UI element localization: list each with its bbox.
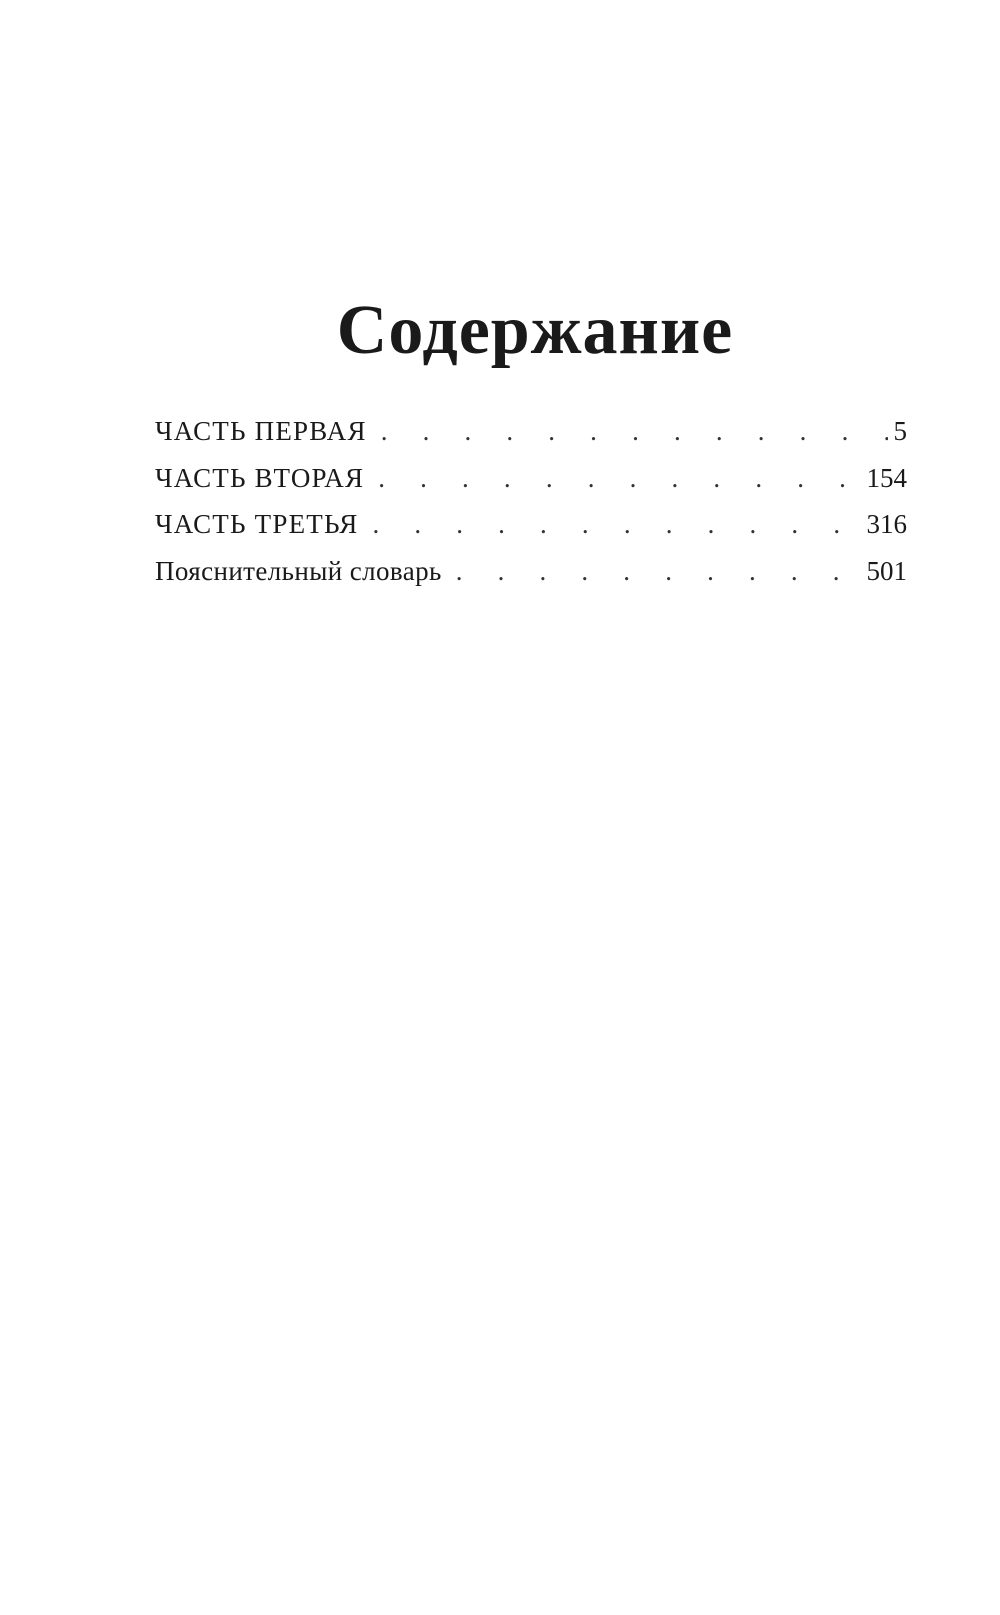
toc-entry-glossary[interactable] (155, 555, 907, 605)
toc-entry-page-number: 154 (866, 462, 907, 493)
toc-entry-page-number: 316 (866, 509, 907, 539)
dot-leader (381, 418, 888, 445)
dot-leader (378, 465, 860, 492)
toc-entry-part-three[interactable] (155, 511, 907, 558)
page-title: Содержание (336, 292, 734, 369)
toc-entry-part-one[interactable] (155, 418, 907, 465)
toc-entry-label: Пояснительный словарь (155, 555, 442, 586)
toc-entry-page-number: 501 (866, 555, 907, 586)
toc-entry-page-number: 5 (893, 416, 907, 446)
dot-leader (456, 558, 861, 585)
toc-entry-label: ЧАСТЬ ТРЕТЬЯ (155, 509, 359, 539)
table-of-contents (155, 418, 907, 604)
toc-entry-part-two[interactable] (155, 462, 907, 512)
dot-leader (372, 511, 860, 538)
toc-entry-label: ЧАСТЬ ПЕРВАЯ (155, 416, 367, 446)
toc-entry-label: ЧАСТЬ ВТОРАЯ (155, 462, 365, 493)
